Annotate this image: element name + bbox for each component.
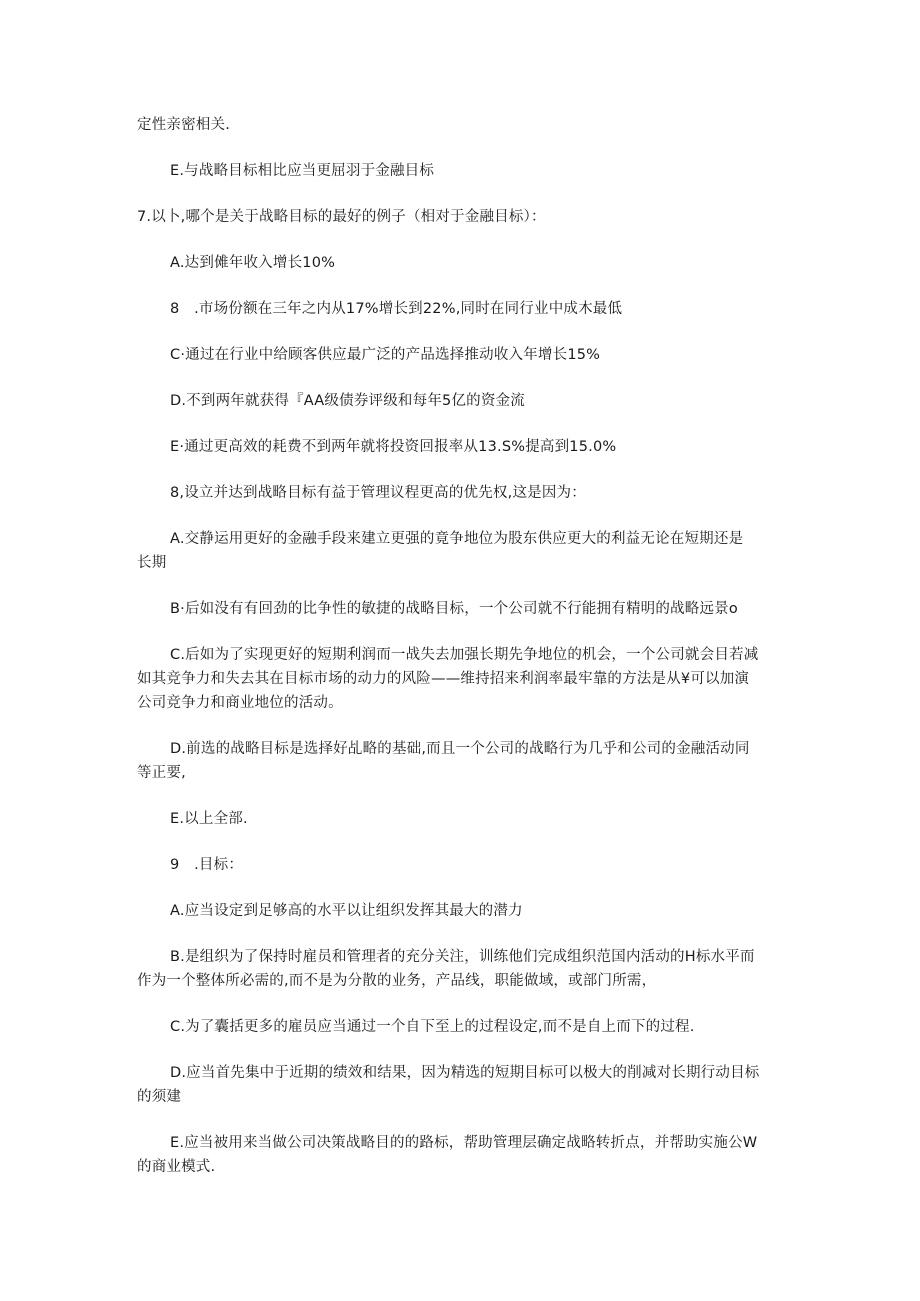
option-line: A.达到傩年收入增长10%	[170, 255, 336, 271]
option-line: C.为了囊括更多的雇员应当通过一个自下至上的过程设定,而不是自上而下的过程.	[170, 1019, 695, 1035]
option-continuation: 长期	[137, 555, 167, 571]
option-line: E.应当被用来当做公司决策战略目的的路标，帮助管理层确定战略转折点，并帮助实施公W	[170, 1135, 758, 1151]
question-line: 9 .目标：	[170, 857, 244, 873]
option-line: E.以上全部.	[170, 811, 248, 827]
option-line: D.不到两年就获得『AA级债券评级和每年5亿的资金流	[170, 393, 525, 409]
option-continuation: 的须建	[137, 1089, 182, 1105]
option-continuation: 作为一个整体所必需的,而不是为分散的业务，产品线，职能做域，或部门所需，	[137, 973, 657, 989]
option-line: C·通过在行业中给顾客供应最广泛的产品选择推动收入年增长15%	[170, 347, 601, 363]
option-line: B.是组织为了保持时雇员和管理者的充分关注，训练他们完成组织范国内活动的H标水平而	[170, 949, 755, 965]
option-continuation: 的商业模式.	[137, 1159, 216, 1175]
question-line: 7.以卜,哪个是关于战略目标的最好的例子（相对于金融目标）：	[137, 209, 546, 225]
option-continuation: 公司竞争力和商业地位的活动。	[137, 695, 343, 711]
option-continuation: 如其竞争力和失去其在目标市场的动力的风险——维持招来利润率最牢靠的方法是从¥可以加演	[137, 671, 750, 687]
option-line: A.应当设定到足够高的水平以让组织发挥其最大的潜力	[170, 903, 523, 919]
option-line: 8 .市场份额在三年之内从17%增长到22%,同时在同行业中成木最低	[170, 301, 623, 317]
option-line: C.后如为了实现更好的短期利润而一战失去加强长期先争地位的机会，一个公司就会目若减	[170, 647, 759, 663]
question-line: 8,设立并达到战略目标有益于管理议程更高的优先权,这是因为：	[170, 485, 586, 501]
option-line: A.交静运用更好的金融手段来建立更强的竟争地位为股东供应更大的利益无论在短期还是	[170, 531, 744, 547]
option-line: D.前选的战略目标是选择好乩略的基础,而且一个公司的战略行为几乎和公司的金融活动同	[170, 741, 750, 757]
option-line: D.应当首先集中于近期的绩效和结果，因为精选的短期目标可以极大的削减对长期行动目标	[170, 1065, 760, 1081]
option-continuation: 等正要,	[137, 765, 186, 781]
option-line: E.与战略目标相比应当更屈羽于金融目标	[170, 163, 435, 179]
option-line: B·后如没有有回劲的比争性的敏捷的战略目标，一个公司就不行能拥有精明的战略远景o	[170, 601, 738, 617]
text-line: 定性亲密相关.	[137, 117, 231, 133]
option-line: E·通过更高效的耗费不到两年就将投资回报率从13.S%提高到15.0%	[170, 439, 617, 455]
